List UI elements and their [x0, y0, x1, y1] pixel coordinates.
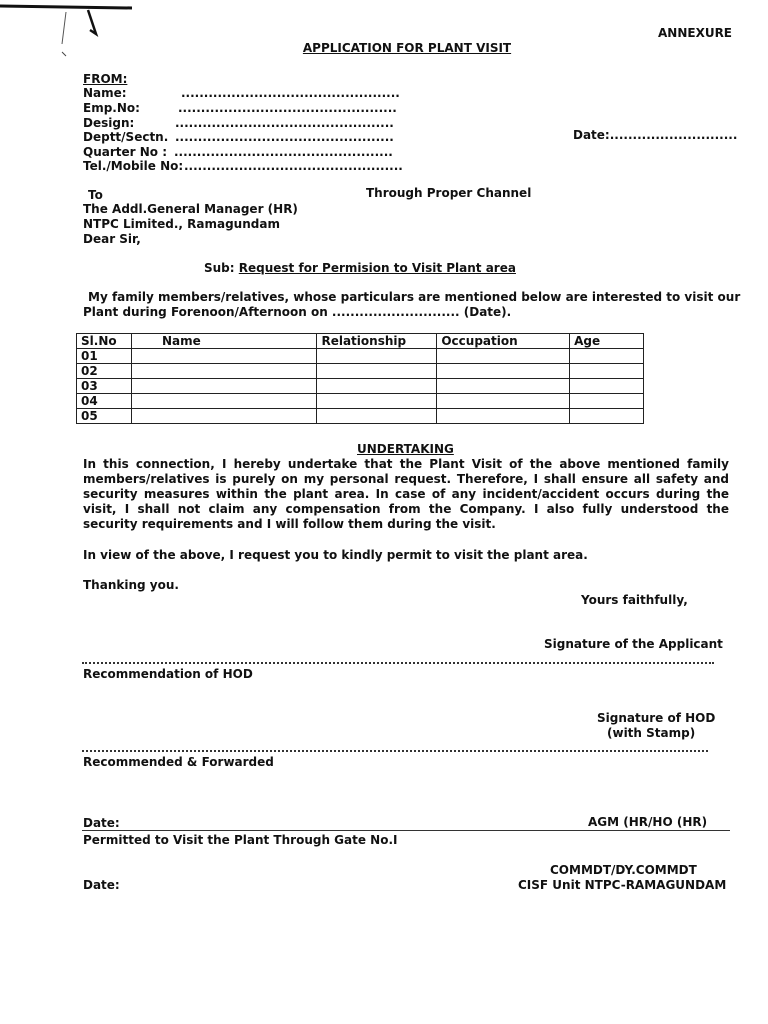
- signature-applicant: Signature of the Applicant: [544, 637, 723, 651]
- undertaking-heading: UNDERTAKING: [357, 442, 454, 456]
- header-slno: Sl.No: [77, 334, 132, 349]
- header-relationship: Relationship: [317, 334, 437, 349]
- occupation-cell[interactable]: [437, 349, 570, 364]
- subject-text: Request for Permision to Visit Plant area: [238, 261, 516, 275]
- relationship-cell[interactable]: [317, 394, 437, 409]
- emp-no-field[interactable]: ................................................: [178, 101, 397, 115]
- salutation: Dear Sir,: [83, 232, 141, 246]
- table-row: [77, 379, 644, 394]
- visitors-table: [76, 333, 644, 424]
- date-field-top[interactable]: Date:............................: [573, 128, 738, 142]
- undertaking-body: In this connection, I hereby undertake that the Plant Visit of the above mentioned family members/relatives is purely on my personal request. Therefore, I shall ensure all safety and security measures within the plant area. In case of any incident/accident occurs during the visit, I shall not claim any compensation from the Company. I also fully understood the security requirements and I will follow them during the visit.: [83, 457, 729, 531]
- name-cell[interactable]: [131, 349, 317, 364]
- row-number: 05: [77, 409, 132, 424]
- table-row: [77, 394, 644, 409]
- permitted-line: Permitted to Visit the Plant Through Gate No.I: [83, 833, 398, 847]
- table-header-row: [77, 334, 644, 349]
- row-number: 04: [77, 394, 132, 409]
- subject-line: [204, 261, 516, 276]
- row-number: 02: [77, 364, 132, 379]
- name-cell[interactable]: [131, 364, 317, 379]
- row-number: 03: [77, 379, 132, 394]
- age-cell[interactable]: [570, 394, 644, 409]
- signature-hod: Signature of HOD: [597, 711, 716, 725]
- name-cell[interactable]: [131, 394, 317, 409]
- horizontal-rule: [82, 830, 730, 831]
- deptt-label: Deptt/Sectn.: [83, 130, 169, 144]
- table-row: [77, 349, 644, 364]
- form-title: APPLICATION FOR PLANT VISIT: [302, 41, 512, 55]
- design-label: Design:: [83, 116, 135, 130]
- with-stamp: (with Stamp): [607, 726, 696, 740]
- thanking-line: Thanking you.: [83, 578, 179, 592]
- intro-line-2: Plant during Forenoon/Afternoon on ............................ (Date).: [83, 305, 512, 319]
- name-field[interactable]: ................................................: [181, 86, 400, 100]
- emp-no-label: Emp.No:: [83, 101, 140, 115]
- header-name: Name: [131, 334, 317, 349]
- recommended-forwarded: Recommended & Forwarded: [83, 755, 274, 769]
- occupation-cell[interactable]: [437, 394, 570, 409]
- tel-field[interactable]: ................................................: [184, 159, 403, 173]
- addressee-org: NTPC Limited., Ramagundam: [83, 217, 280, 231]
- dotted-separator: [82, 662, 714, 664]
- deptt-field[interactable]: ................................................: [175, 130, 394, 144]
- relationship-cell[interactable]: [317, 364, 437, 379]
- commdt-label: COMMDT/DY.COMMDT: [550, 863, 697, 877]
- age-cell[interactable]: [570, 409, 644, 424]
- age-cell[interactable]: [570, 349, 644, 364]
- from-heading: FROM:: [83, 72, 128, 86]
- occupation-cell[interactable]: [437, 409, 570, 424]
- table-row: [77, 409, 644, 424]
- design-field[interactable]: ................................................: [175, 116, 394, 130]
- tel-label: Tel./Mobile No:: [83, 159, 184, 173]
- relationship-cell[interactable]: [317, 379, 437, 394]
- header-occupation: Occupation: [437, 334, 570, 349]
- age-cell[interactable]: [570, 364, 644, 379]
- header-age: Age: [570, 334, 644, 349]
- dotted-separator: [82, 750, 708, 752]
- row-number: 01: [77, 349, 132, 364]
- relationship-cell[interactable]: [317, 349, 437, 364]
- occupation-cell[interactable]: [437, 364, 570, 379]
- to-label: To: [88, 188, 103, 202]
- agm-label: AGM (HR/HO (HR): [588, 815, 708, 829]
- relationship-cell[interactable]: [317, 409, 437, 424]
- cisf-label: CISF Unit NTPC-RAMAGUNDAM: [518, 878, 727, 892]
- name-label: Name:: [83, 86, 127, 100]
- intro-line-1: My family members/relatives, whose particulars are mentioned below are interested to visit our: [88, 290, 741, 304]
- quarter-label: Quarter No :: [83, 145, 167, 159]
- name-cell[interactable]: [131, 409, 317, 424]
- age-cell[interactable]: [570, 379, 644, 394]
- through-channel: Through Proper Channel: [366, 186, 532, 200]
- date-label-mid[interactable]: Date:: [83, 816, 120, 830]
- addressee-title: The Addl.General Manager (HR): [83, 202, 298, 216]
- subject-prefix: Sub:: [204, 261, 235, 275]
- yours-faithfully: Yours faithfully,: [581, 593, 688, 607]
- occupation-cell[interactable]: [437, 379, 570, 394]
- name-cell[interactable]: [131, 379, 317, 394]
- table-row: [77, 364, 644, 379]
- annexure-label: ANNEXURE: [658, 26, 733, 40]
- recommendation-hod: Recommendation of HOD: [83, 667, 253, 681]
- quarter-field[interactable]: ................................................: [174, 145, 393, 159]
- date-label-bottom[interactable]: Date:: [83, 878, 120, 892]
- request-line: In view of the above, I request you to kindly permit to visit the plant area.: [83, 548, 588, 562]
